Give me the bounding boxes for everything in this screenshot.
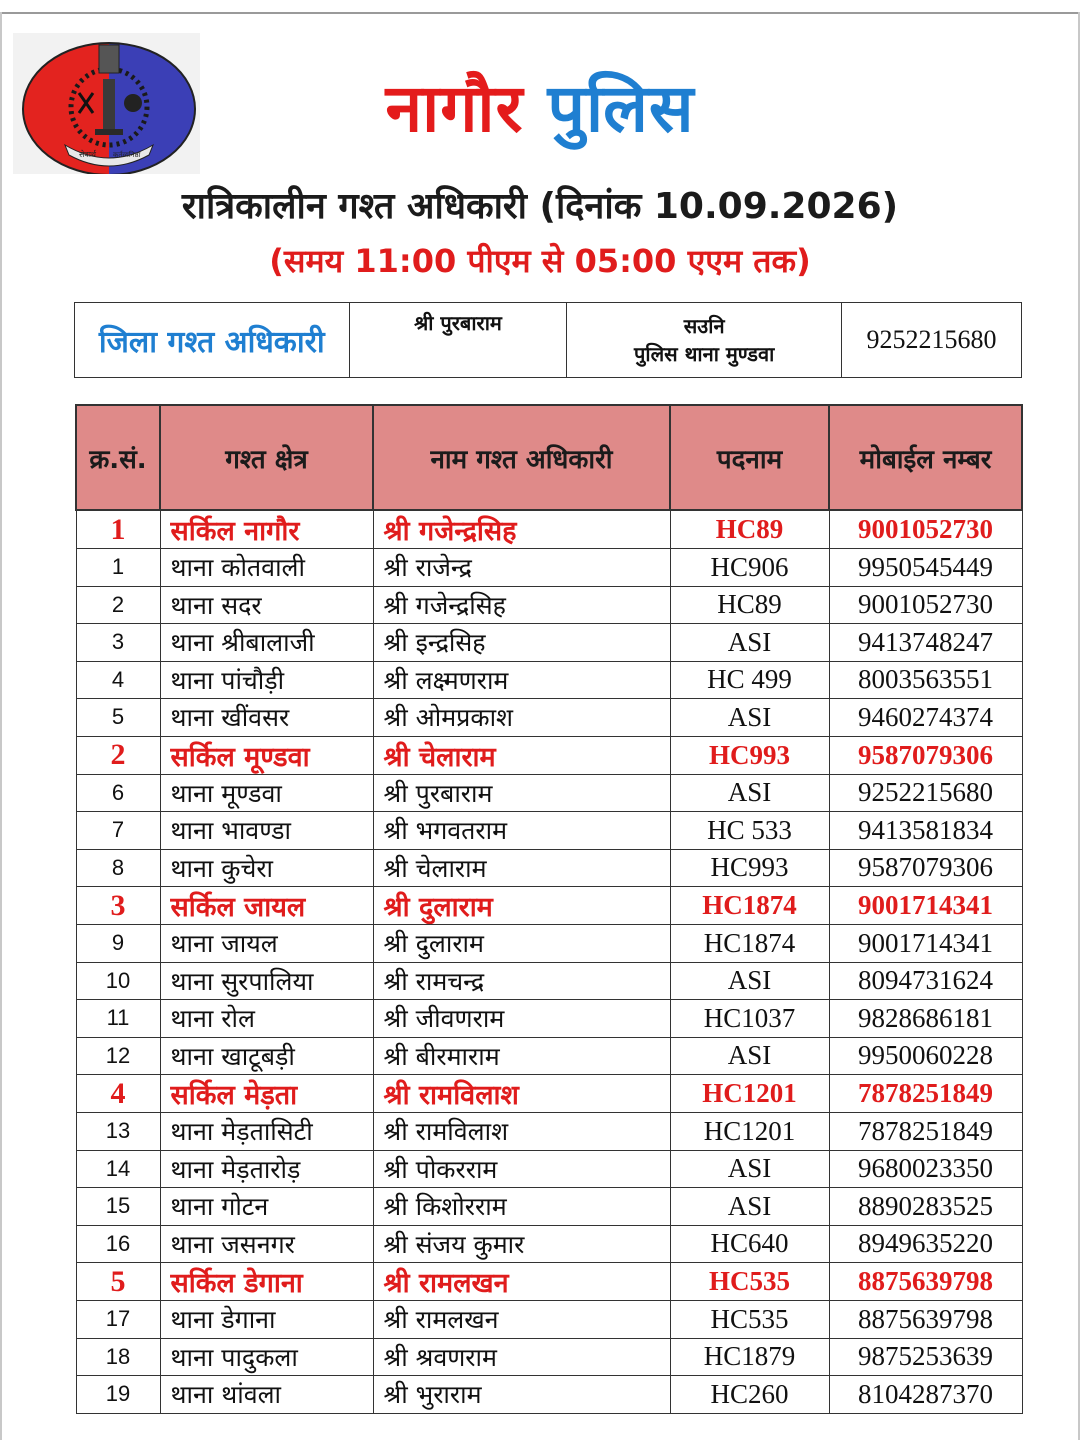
designation-cell: HC1874 [670, 887, 829, 925]
patrol-area-cell: थाना कोतवाली [160, 549, 373, 587]
patrol-area-cell: सर्किल जायल [160, 887, 373, 925]
designation-cell: HC1874 [670, 925, 829, 963]
mobile-number-cell: 9875253639 [829, 1338, 1022, 1376]
mobile-number-cell: 8104287370 [829, 1376, 1022, 1414]
circle-row [76, 887, 1022, 925]
serial-no-cell: 5 [76, 699, 160, 737]
serial-no-cell: 3 [76, 624, 160, 662]
patrol-area-cell: थाना सदर [160, 586, 373, 624]
designation-cell: HC535 [670, 1263, 829, 1301]
designation-cell: HC1201 [670, 1075, 829, 1113]
patrol-area-cell: थाना खींवसर [160, 699, 373, 737]
district-officer-table [74, 302, 1022, 378]
officer-name-cell: श्री चेलाराम [373, 736, 670, 774]
designation-cell: HC535 [670, 1301, 829, 1339]
logo-motto-left: सेवार्थ [79, 150, 97, 159]
officer-name-cell: श्री किशोरराम [373, 1188, 670, 1226]
mobile-number-cell: 8890283525 [829, 1188, 1022, 1226]
designation-cell: ASI [670, 1188, 829, 1226]
officer-name-cell: श्री बीरमाराम [373, 1037, 670, 1075]
roster-body [76, 510, 1022, 1413]
serial-no-cell: 3 [76, 887, 160, 925]
page-border-top [0, 12, 1080, 14]
mobile-number-cell: 8094731624 [829, 962, 1022, 1000]
mobile-number-cell: 8003563551 [829, 661, 1022, 699]
designation-cell: HC993 [670, 736, 829, 774]
designation-cell: ASI [670, 1150, 829, 1188]
serial-no-cell: 9 [76, 925, 160, 963]
patrol-area-cell: थाना मेड़तासिटी [160, 1113, 373, 1151]
header-patrol-area: गश्त क्षेत्र [160, 405, 373, 510]
officer-name-cell: श्री दुलाराम [373, 925, 670, 963]
officer-name-cell: श्री दुलाराम [373, 887, 670, 925]
mobile-number-cell: 7878251849 [829, 1113, 1022, 1151]
table-row [76, 549, 1022, 587]
page-subtitle: रात्रिकालीन गश्त अधिकारी (दिनांक 10.09.2026) [181, 186, 899, 227]
officer-name-cell: श्री गजेन्द्रसिह [373, 586, 670, 624]
patrol-area-cell: सर्किल डेगाना [160, 1263, 373, 1301]
designation-cell: ASI [670, 774, 829, 812]
serial-no-cell: 1 [76, 549, 160, 587]
table-row [76, 661, 1022, 699]
header-mobile: मोबाईल नम्बर [829, 405, 1022, 510]
patrol-timing: (समय 11:00 पीएम से 05:00 एएम तक) [269, 242, 811, 280]
mobile-number-cell: 9001714341 [829, 887, 1022, 925]
officer-name-cell: श्री ओमप्रकाश [373, 699, 670, 737]
district-officer-designation [567, 303, 842, 378]
patrol-area-cell: थाना गोटन [160, 1188, 373, 1226]
officer-name-cell: श्री रामलखन [373, 1263, 670, 1301]
officer-name-cell: श्री लक्ष्मणराम [373, 661, 670, 699]
title-police: पुलिस [547, 70, 695, 147]
mobile-number-cell: 8875639798 [829, 1263, 1022, 1301]
patrol-area-cell: थाना श्रीबालाजी [160, 624, 373, 662]
table-row [76, 1150, 1022, 1188]
designation-cell: HC1037 [670, 1000, 829, 1038]
officer-name-cell: श्री राजेन्द्र [373, 549, 670, 587]
mobile-number-cell: 9252215680 [829, 774, 1022, 812]
mobile-number-cell: 9587079306 [829, 736, 1022, 774]
serial-no-cell: 12 [76, 1037, 160, 1075]
mobile-number-cell: 8875639798 [829, 1301, 1022, 1339]
patrol-area-cell: सर्किल मेड़ता [160, 1075, 373, 1113]
serial-no-cell: 7 [76, 812, 160, 850]
header-serial-no: क्र.सं. [76, 405, 160, 510]
patrol-area-cell: थाना भावण्डा [160, 812, 373, 850]
table-row [76, 1338, 1022, 1376]
mobile-number-cell: 8949635220 [829, 1225, 1022, 1263]
serial-no-cell: 4 [76, 661, 160, 699]
logo-motto-right: कर्तव्यनिष्ठा [113, 151, 141, 159]
designation-cell: HC993 [670, 849, 829, 887]
mobile-number-cell: 9828686181 [829, 1000, 1022, 1038]
officer-name-cell: श्री रामविलाश [373, 1075, 670, 1113]
table-row [76, 925, 1022, 963]
district-officer-label: जिला गश्त अधिकारी [75, 303, 350, 378]
officer-name-cell: श्री पुरबाराम [373, 774, 670, 812]
mobile-number-cell: 9001052730 [829, 510, 1022, 549]
patrol-area-cell: थाना कुचेरा [160, 849, 373, 887]
designation-cell: HC1201 [670, 1113, 829, 1151]
serial-no-cell: 17 [76, 1301, 160, 1339]
serial-no-cell: 13 [76, 1113, 160, 1151]
serial-no-cell: 11 [76, 1000, 160, 1038]
patrol-area-cell: थाना मूण्डवा [160, 774, 373, 812]
district-officer-name: श्री पुरबाराम [349, 303, 567, 378]
designation-cell: HC89 [670, 586, 829, 624]
serial-no-cell: 2 [76, 736, 160, 774]
patrol-area-cell: थाना जायल [160, 925, 373, 963]
table-row [76, 1188, 1022, 1226]
mobile-number-cell: 9001714341 [829, 925, 1022, 963]
circle-row [76, 1263, 1022, 1301]
table-row [76, 774, 1022, 812]
patrol-area-cell: थाना थांवला [160, 1376, 373, 1414]
serial-no-cell: 5 [76, 1263, 160, 1301]
district-officer-post: पुलिस थाना मुण्डवा [634, 342, 775, 366]
table-row [76, 699, 1022, 737]
table-row [76, 1301, 1022, 1339]
table-row [76, 1225, 1022, 1263]
serial-no-cell: 18 [76, 1338, 160, 1376]
mobile-number-cell: 9950545449 [829, 549, 1022, 587]
patrol-area-cell: थाना खाटूबड़ी [160, 1037, 373, 1075]
officer-name-cell: श्री रामविलाश [373, 1113, 670, 1151]
circle-row [76, 510, 1022, 549]
mobile-number-cell: 9413748247 [829, 624, 1022, 662]
patrol-area-cell: थाना सुरपालिया [160, 962, 373, 1000]
table-row [76, 1113, 1022, 1151]
circle-row [76, 736, 1022, 774]
page-title [0, 66, 1080, 152]
serial-no-cell: 16 [76, 1225, 160, 1263]
serial-no-cell: 6 [76, 774, 160, 812]
mobile-number-cell: 9587079306 [829, 849, 1022, 887]
officer-name-cell: श्री पोकरराम [373, 1150, 670, 1188]
officer-name-cell: श्री रामचन्द्र [373, 962, 670, 1000]
table-row [76, 849, 1022, 887]
serial-no-cell: 4 [76, 1075, 160, 1113]
patrol-area-cell: सर्किल नागौर [160, 510, 373, 549]
mobile-number-cell: 9950060228 [829, 1037, 1022, 1075]
designation-cell: HC906 [670, 549, 829, 587]
designation-cell: ASI [670, 624, 829, 662]
officer-name-cell: श्री भगवतराम [373, 812, 670, 850]
officer-name-cell: श्री भुराराम [373, 1376, 670, 1414]
header-officer-name: नाम गश्त अधिकारी [373, 405, 670, 510]
mobile-number-cell: 9001052730 [829, 586, 1022, 624]
table-row [76, 962, 1022, 1000]
header-designation: पदनाम [670, 405, 829, 510]
designation-cell: ASI [670, 699, 829, 737]
designation-cell: HC 499 [670, 661, 829, 699]
patrol-roster-table [75, 404, 1023, 1414]
serial-no-cell: 15 [76, 1188, 160, 1226]
designation-cell: HC260 [670, 1376, 829, 1414]
officer-name-cell: श्री चेलाराम [373, 849, 670, 887]
serial-no-cell: 19 [76, 1376, 160, 1414]
serial-no-cell: 10 [76, 962, 160, 1000]
district-officer-mobile: 9252215680 [841, 303, 1021, 378]
designation-cell: ASI [670, 1037, 829, 1075]
designation-cell: HC89 [670, 510, 829, 549]
district-officer-row [75, 303, 1022, 378]
patrol-area-cell: थाना डेगाना [160, 1301, 373, 1339]
officer-name-cell: श्री गजेन्द्रसिह [373, 510, 670, 549]
officer-name-cell: श्री रामलखन [373, 1301, 670, 1339]
officer-name-cell: श्री संजय कुमार [373, 1225, 670, 1263]
designation-cell: HC640 [670, 1225, 829, 1263]
mobile-number-cell: 7878251849 [829, 1075, 1022, 1113]
table-row [76, 1376, 1022, 1414]
district-officer-rank: सउनि [683, 314, 725, 338]
serial-no-cell: 1 [76, 510, 160, 549]
patrol-area-cell: थाना पांचौड़ी [160, 661, 373, 699]
officer-name-cell: श्री श्रवणराम [373, 1338, 670, 1376]
patrol-area-cell: थाना पादुकला [160, 1338, 373, 1376]
table-row [76, 624, 1022, 662]
title-nagaur: नागौर [385, 70, 524, 147]
table-header-row [76, 405, 1022, 510]
patrol-area-cell: थाना जसनगर [160, 1225, 373, 1263]
mobile-number-cell: 9680023350 [829, 1150, 1022, 1188]
designation-cell: HC 533 [670, 812, 829, 850]
table-row [76, 586, 1022, 624]
patrol-area-cell: थाना मेड़तारोड़ [160, 1150, 373, 1188]
serial-no-cell: 2 [76, 586, 160, 624]
officer-name-cell: श्री जीवणराम [373, 1000, 670, 1038]
circle-row [76, 1075, 1022, 1113]
serial-no-cell: 14 [76, 1150, 160, 1188]
mobile-number-cell: 9460274374 [829, 699, 1022, 737]
officer-name-cell: श्री इन्द्रसिह [373, 624, 670, 662]
patrol-area-cell: सर्किल मूण्डवा [160, 736, 373, 774]
designation-cell: HC1879 [670, 1338, 829, 1376]
table-row [76, 1000, 1022, 1038]
mobile-number-cell: 9413581834 [829, 812, 1022, 850]
serial-no-cell: 8 [76, 849, 160, 887]
table-row [76, 1037, 1022, 1075]
designation-cell: ASI [670, 962, 829, 1000]
table-row [76, 812, 1022, 850]
patrol-area-cell: थाना रोल [160, 1000, 373, 1038]
